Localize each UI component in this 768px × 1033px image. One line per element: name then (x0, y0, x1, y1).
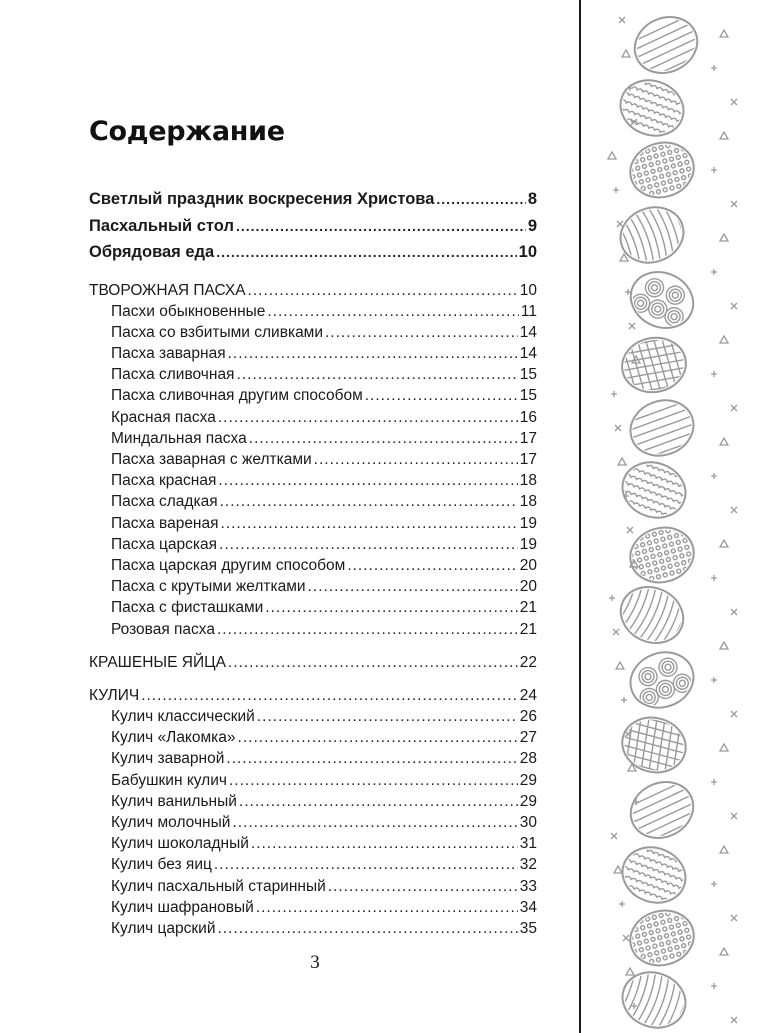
decorative-mark (619, 901, 625, 907)
decorative-mark (611, 833, 617, 839)
toc-subentry[interactable] (89, 854, 537, 875)
decorative-mark (629, 323, 635, 329)
toc-subentry-page: 20 (519, 578, 537, 596)
dot-leader (216, 239, 516, 266)
decorative-mark (611, 391, 617, 397)
toc-subentry[interactable] (89, 385, 537, 406)
toc-section-title: КУЛИЧ (89, 686, 140, 704)
toc-subentry-title: Кулич шафрановый (111, 898, 254, 916)
decorative-mark (720, 132, 728, 139)
decorative-mark (720, 744, 728, 751)
toc-subentry-page: 14 (519, 323, 537, 341)
dot-leader (238, 727, 518, 748)
decorative-mark (619, 17, 625, 23)
toc-entry-title: Пасхальный стол (89, 216, 234, 235)
decorative-mark (720, 234, 728, 241)
decorative-mark (731, 711, 737, 717)
toc-subentry-page: 11 (520, 302, 537, 320)
dot-leader (226, 748, 517, 769)
dot-leader (256, 897, 518, 918)
decorative-mark (615, 425, 621, 431)
decorative-mark (613, 629, 619, 635)
toc-entry[interactable] (89, 239, 537, 266)
toc-subentry[interactable] (89, 555, 537, 576)
easter-egg-icon (612, 196, 693, 274)
decorative-mark (622, 50, 630, 57)
toc-subentry-page: 20 (519, 556, 537, 574)
decorative-mark (627, 527, 633, 533)
toc-subentry-title: Кулич ванильный (111, 792, 237, 810)
decorative-mark (720, 30, 728, 37)
easter-egg-icon (622, 262, 703, 338)
easter-egg-icon (618, 333, 692, 398)
toc-subentry-page: 29 (519, 792, 537, 810)
decorative-mark (616, 662, 624, 669)
toc-subentry-page: 21 (519, 599, 537, 617)
toc-subentry[interactable] (89, 513, 537, 534)
dot-leader (328, 876, 518, 897)
decorative-mark (711, 167, 717, 173)
decorative-mark (731, 609, 737, 615)
toc-entry-title: Светлый праздник воскресения Христова (89, 190, 435, 208)
toc-entry-page: 10 (518, 243, 537, 261)
dot-leader (221, 513, 518, 534)
decorative-mark (711, 881, 717, 887)
toc-subentry[interactable] (89, 491, 537, 512)
easter-egg-border (582, 0, 768, 1033)
toc-subentry[interactable] (89, 534, 537, 555)
toc-section-page: 22 (519, 653, 537, 671)
dot-leader (220, 491, 518, 512)
dot-leader (217, 619, 518, 640)
toc-section-title: ТВОРОЖНАЯ ПАСХА (89, 281, 246, 299)
toc-subentry-title: Пасха со взбитыми сливками (111, 323, 323, 341)
easter-egg-icon (615, 454, 695, 527)
toc-subentry-page: 16 (519, 408, 537, 426)
toc-subentry-title: Кулич молочный (111, 814, 231, 831)
dot-leader (249, 428, 518, 449)
toc-subentry-page: 17 (519, 451, 537, 468)
dot-leader (251, 833, 518, 854)
toc-subentry[interactable] (89, 301, 537, 322)
decorative-mark (623, 935, 629, 941)
toc-entry[interactable] (89, 213, 537, 240)
toc-subentry-page: 26 (519, 708, 537, 726)
decorative-mark (731, 99, 737, 105)
toc-subentry[interactable] (89, 470, 537, 491)
decorative-mark (731, 201, 737, 207)
toc-subentry[interactable] (89, 343, 537, 364)
toc-subentry-title: Пасха сладкая (111, 493, 218, 511)
toc-section-kulich[interactable] (89, 685, 537, 706)
easter-egg-icon (624, 904, 700, 973)
decorative-mark (613, 187, 619, 193)
toc-subentry-page: 34 (519, 898, 537, 916)
toc-subentry[interactable] (89, 876, 537, 897)
toc-subentry[interactable] (89, 770, 537, 791)
table-of-contents (89, 186, 537, 939)
easter-egg-icon (613, 72, 693, 145)
dot-leader (236, 213, 526, 240)
dot-leader (365, 385, 518, 406)
toc-section-title: КРАШЕНЫЕ ЯЙЦА (89, 653, 226, 671)
toc-subentry[interactable] (89, 791, 537, 812)
toc-subentry-title: Кулич шоколадный (111, 835, 249, 853)
decorative-mark (608, 152, 616, 159)
toc-subentry-page: 35 (519, 919, 537, 937)
decorative-mark (731, 813, 737, 819)
toc-subentry[interactable] (89, 748, 537, 769)
decorative-mark (720, 438, 728, 445)
toc-section-page: 10 (519, 281, 537, 299)
decorative-mark (720, 948, 728, 955)
toc-subentry[interactable] (89, 322, 537, 343)
dot-leader (218, 918, 518, 939)
decorative-mark (711, 575, 717, 581)
toc-subentry-page: 19 (519, 535, 537, 553)
toc-subentry[interactable] (89, 364, 537, 385)
toc-subentry-page: 18 (519, 493, 537, 511)
dot-leader (218, 407, 518, 428)
dot-leader (219, 534, 518, 555)
easter-egg-icon (626, 7, 707, 83)
easter-egg-icon (623, 392, 702, 465)
toc-subentry-title: Пасха сливочная другим способом (111, 387, 363, 405)
toc-subentry-title: Пасха заварная (111, 345, 226, 363)
toc-subentry[interactable] (89, 897, 537, 918)
dot-leader (236, 364, 517, 385)
toc-subentry-title: Миндальная пасха (111, 429, 247, 447)
toc-subentry-title: Красная пасха (111, 408, 216, 426)
decorative-mark (720, 336, 728, 343)
dot-leader (229, 770, 518, 791)
decorative-mark (711, 473, 717, 479)
toc-subentry[interactable] (89, 727, 537, 748)
dot-leader (214, 854, 518, 875)
easter-egg-icon (624, 521, 700, 590)
dot-leader (228, 343, 518, 364)
decorative-mark (609, 595, 615, 601)
dot-leader (436, 186, 525, 213)
toc-subentry-title: Кулич без яиц (111, 856, 212, 874)
toc-section-paskha[interactable] (89, 280, 537, 301)
toc-subentry-title: Кулич царский (111, 919, 216, 937)
toc-subentry-page: 33 (519, 877, 537, 895)
decorative-mark (731, 405, 737, 411)
toc-subentry[interactable] (89, 407, 537, 428)
toc-subentry-page: 15 (519, 387, 537, 405)
toc-subentry-title: Кулич классический (111, 708, 255, 726)
toc-subentry-title: Пасха красная (111, 472, 217, 490)
decorative-mark (731, 507, 737, 513)
easter-egg-icon (614, 961, 695, 1033)
toc-subentry[interactable] (89, 428, 537, 449)
page-number: 3 (310, 952, 320, 973)
decorative-mark (731, 1017, 737, 1023)
dot-leader (257, 706, 518, 727)
decorative-mark (720, 540, 728, 547)
dot-leader (248, 280, 518, 301)
toc-subentry[interactable] (89, 449, 537, 470)
decorative-mark (626, 968, 634, 975)
toc-subentry-title: Пасха царская другим способом (111, 556, 346, 574)
decorative-mark (621, 697, 627, 703)
toc-subentry-page: 14 (519, 345, 537, 363)
toc-subentry-page: 30 (519, 814, 537, 831)
decorative-mark (711, 371, 717, 377)
dot-leader (308, 576, 518, 597)
easter-egg-icon (623, 644, 702, 717)
dot-leader (141, 685, 518, 706)
toc-subentry-title: Кулич «Лакомка» (111, 729, 236, 747)
toc-subentry-page: 21 (519, 620, 537, 638)
toc-subentry-title: Пасхи обыкновенные (111, 302, 266, 320)
toc-entry[interactable] (89, 186, 537, 213)
decorative-mark (617, 221, 623, 227)
toc-subentry-page: 32 (519, 856, 537, 874)
toc-section-page: 24 (519, 686, 537, 704)
toc-subentry-page: 29 (519, 771, 537, 789)
toc-subentry-page: 19 (519, 514, 537, 532)
toc-entry-page: 9 (527, 216, 537, 235)
dot-leader (239, 791, 518, 812)
toc-subentry-page: 18 (519, 472, 537, 490)
toc-subentry[interactable] (89, 619, 537, 640)
toc-subentry[interactable] (89, 597, 537, 618)
toc-subentry-page: 17 (519, 429, 537, 447)
dot-leader (218, 470, 517, 491)
toc-subentry-title: Пасха царская (111, 535, 218, 553)
decorative-mark (731, 303, 737, 309)
easter-egg-icon (616, 711, 694, 780)
toc-entry-title: Обрядовая еда (89, 243, 215, 261)
toc-subentry-title: Бабушкин кулич (111, 771, 227, 789)
toc-subentry-title: Розовая пасха (111, 620, 215, 638)
easter-egg-icon (610, 574, 693, 655)
toc-entry-page: 8 (527, 190, 537, 208)
dot-leader (267, 301, 519, 322)
toc-subentry-title: Пасха с фисташками (111, 599, 264, 617)
toc-subentry-page: 15 (519, 366, 537, 384)
toc-subentry[interactable] (89, 576, 537, 597)
toc-subentry-title: Кулич заварной (111, 750, 225, 768)
decorative-mark (720, 846, 728, 853)
toc-subentry-page: 27 (519, 729, 537, 747)
toc-subentry[interactable] (89, 812, 537, 833)
dot-leader (325, 322, 518, 343)
vertical-divider (579, 0, 581, 1033)
toc-section-eggs[interactable] (89, 652, 537, 673)
dot-leader (232, 812, 517, 833)
dot-leader (314, 449, 518, 470)
dot-leader (228, 652, 518, 673)
decorative-mark (614, 866, 622, 873)
decorative-mark (711, 779, 717, 785)
decorative-mark (711, 983, 717, 989)
toc-subentry-title: Пасха сливочная (111, 366, 235, 384)
toc-subentry-page: 31 (519, 835, 537, 853)
toc-subentry-title: Пасха заварная с желтками (111, 451, 312, 468)
page-title: Содержание (89, 116, 285, 147)
toc-subentry[interactable] (89, 833, 537, 854)
decorative-mark (618, 458, 626, 465)
easter-egg-icon (622, 772, 703, 848)
easter-egg-icon (624, 136, 700, 205)
decorative-mark (720, 642, 728, 649)
toc-subentry[interactable] (89, 706, 537, 727)
decorative-mark (711, 269, 717, 275)
toc-subentry-title: Пасха с крутыми желтками (111, 578, 306, 596)
toc-subentry-page: 28 (519, 750, 537, 768)
decorative-mark (711, 677, 717, 683)
decorative-mark (711, 65, 717, 71)
decorative-mark (731, 915, 737, 921)
toc-subentry-title: Пасха вареная (111, 514, 219, 532)
toc-subentry[interactable] (89, 918, 537, 939)
dot-leader (347, 555, 517, 576)
easter-egg-icon (615, 839, 695, 912)
toc-subentry-title: Кулич пасхальный старинный (111, 877, 326, 895)
dot-leader (265, 597, 517, 618)
